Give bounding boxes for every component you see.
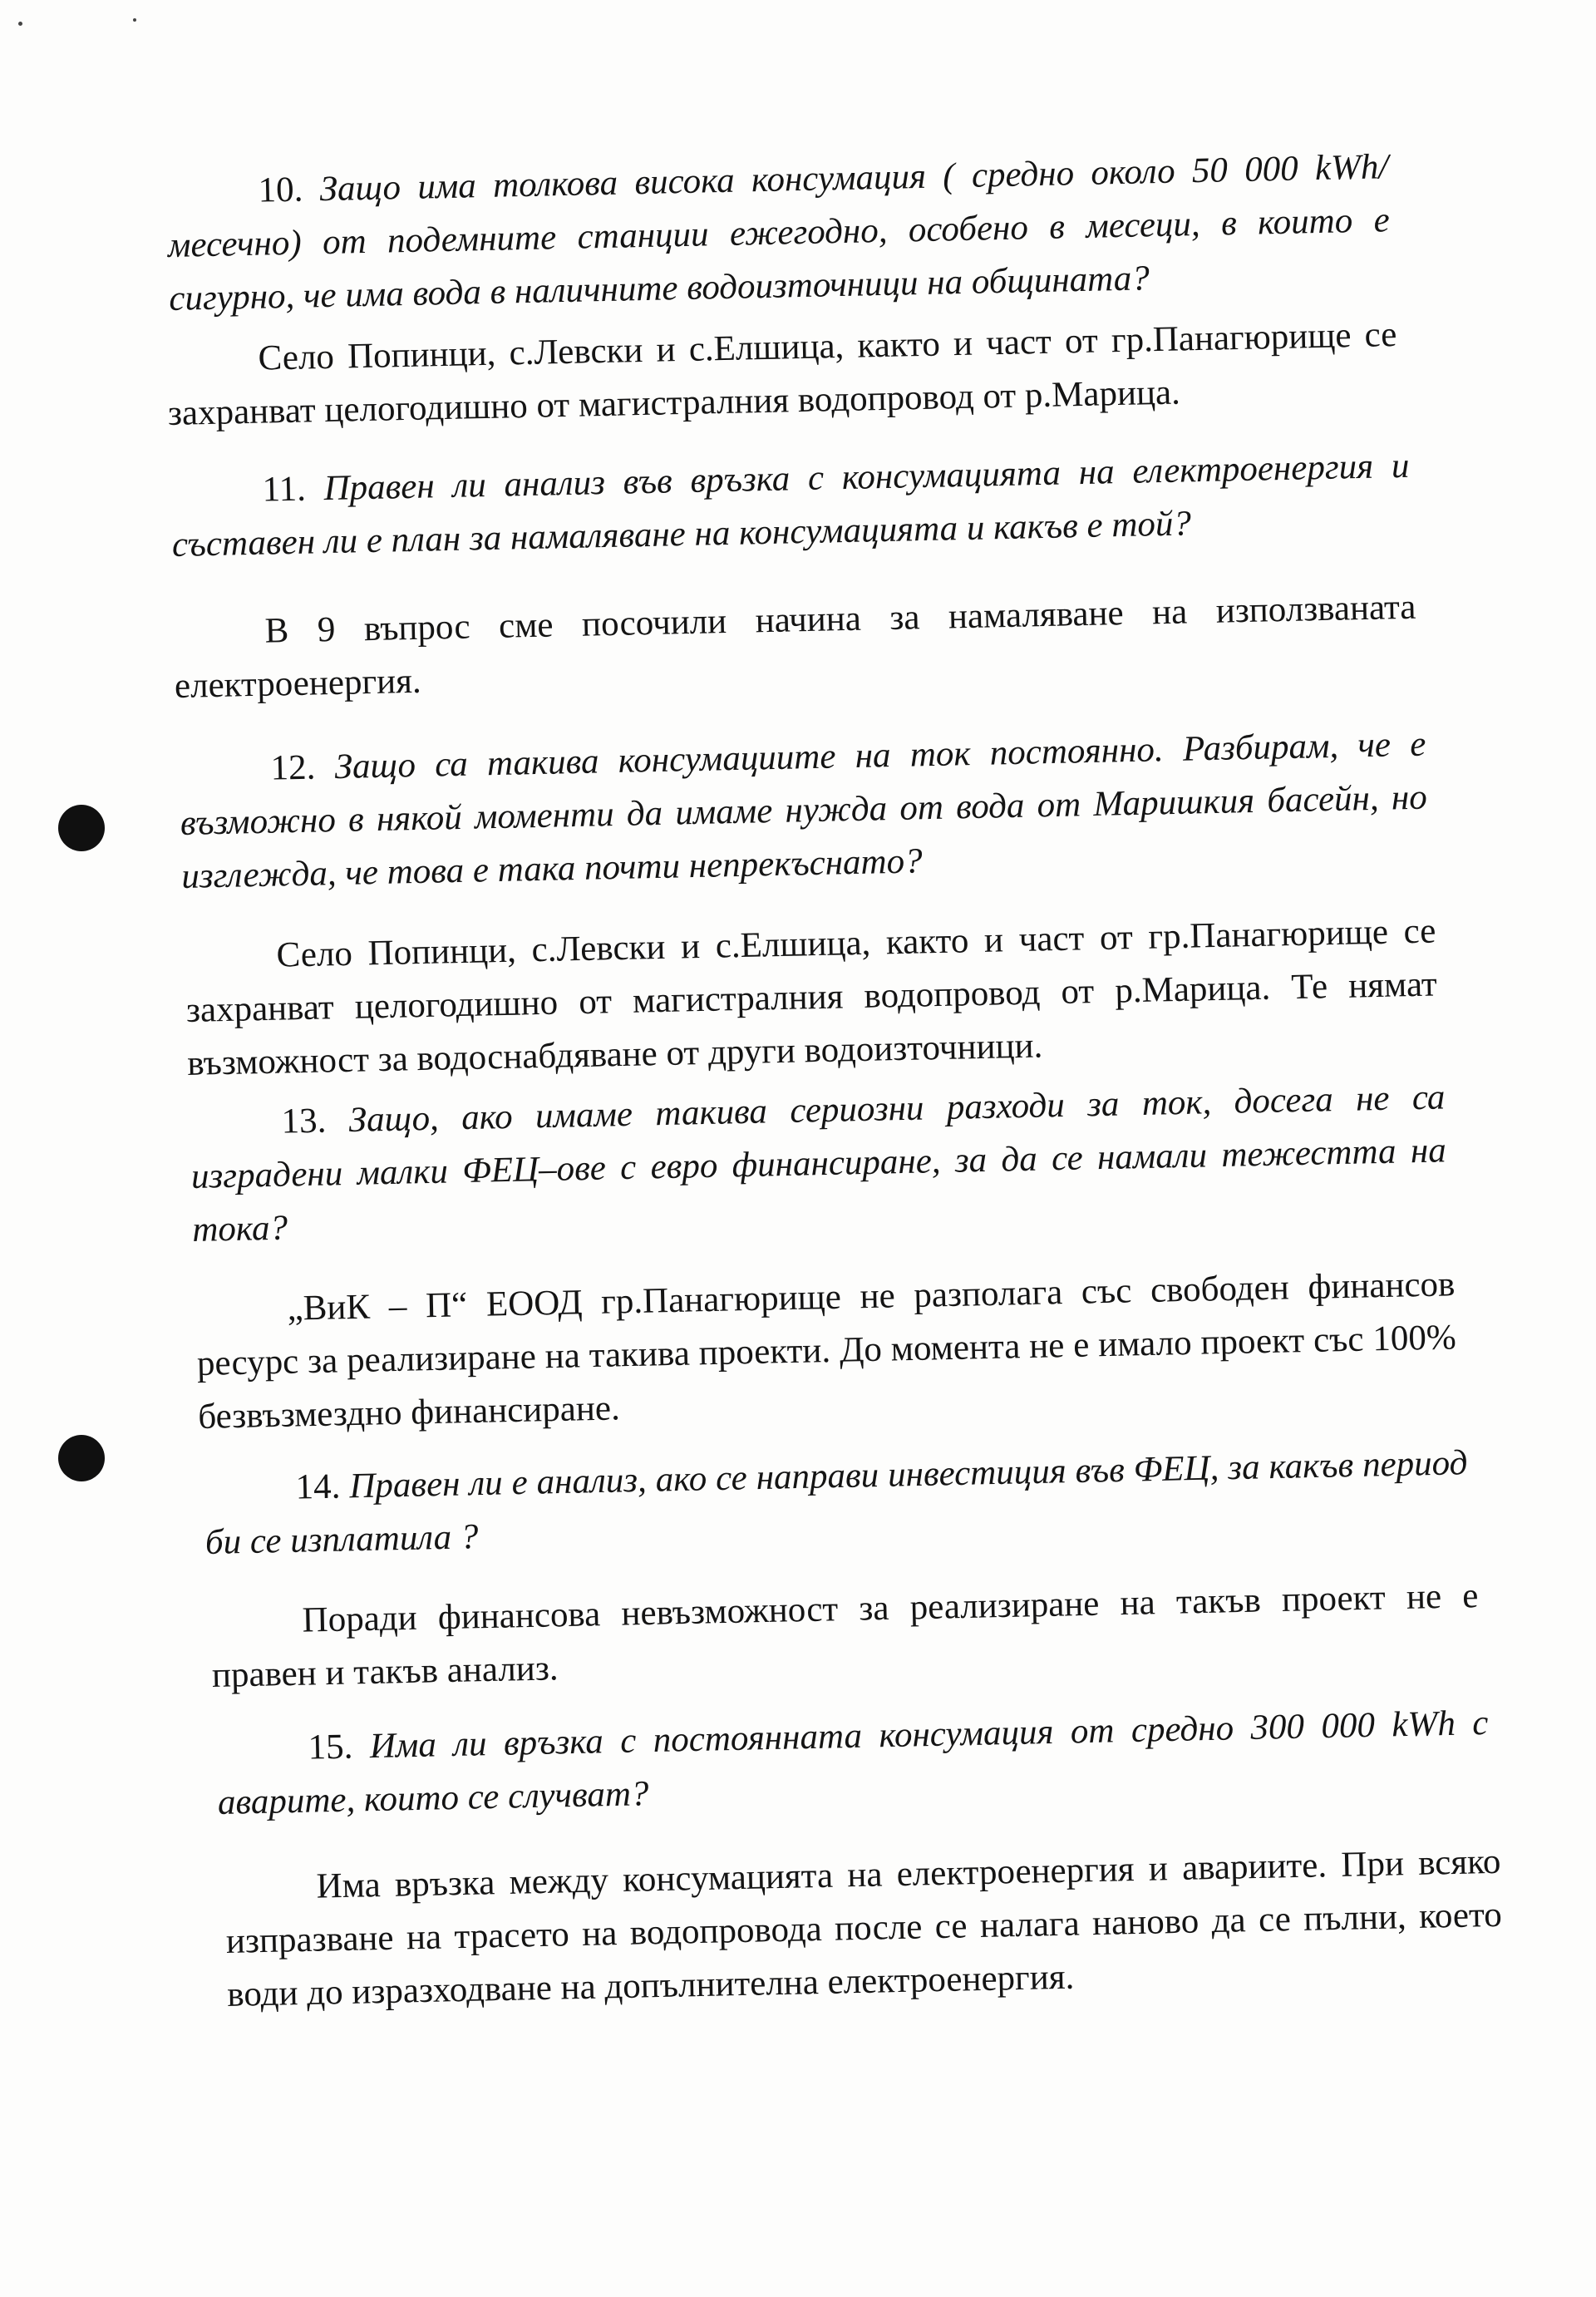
question-10 <box>166 140 1392 326</box>
question-13 <box>190 1071 1448 1257</box>
answer-11 <box>173 581 1417 713</box>
answer-10 <box>166 308 1398 441</box>
question-text: Правен ли е анализ, ако се направи инвестиция във ФЕЦ, за какъв период би се изплатила ? <box>204 1443 1468 1562</box>
question-text: Има ли връзка с постоянната консумация от средно 300 000 kWh с аварите, които се случват? <box>217 1703 1489 1822</box>
question-text: Защо, ако имаме такива сериозни разходи за ток, досега не са изградени малки ФЕЦ–ове с евро финансиране, за да се намали тежестта на тока? <box>190 1077 1447 1250</box>
scan-speck <box>18 22 22 26</box>
question-number: 14. <box>295 1466 341 1507</box>
question-14 <box>204 1437 1469 1570</box>
answer-text: „ВиК – П“ ЕООД гр.Панагюрище не разполага със свободен финансов ресурс за реализиране на такива проекти. До момента не е имало проект със 100% безвъзмездно финансиране. <box>196 1264 1457 1437</box>
answer-15 <box>224 1836 1504 2022</box>
answer-text: Село Попинци, с.Левски и с.Елшица, както и част от гр.Панагюрище се захранват целогодишно от магистралния водопровод от р.Марица. Те нямат възможност за водоснабдяване от други водоизточници. <box>185 911 1438 1083</box>
question-number: 13. <box>281 1101 327 1141</box>
answer-13 <box>195 1258 1458 1444</box>
question-number: 11. <box>262 469 307 510</box>
question-12 <box>179 718 1429 904</box>
answer-14 <box>210 1570 1480 1703</box>
punch-hole <box>58 1435 105 1481</box>
answer-text: В 9 въпрос сме посочили начина за намаляване на използваната електроенергия. <box>174 587 1416 706</box>
question-11 <box>170 440 1411 572</box>
question-text: Правен ли анализ във връзка с консумацията на електроенергия и съставен ли е план за намаляване на консумацията и какъв е той? <box>171 446 1410 564</box>
answer-text: Поради финансова невъзможност за реализиране на такъв проект не е правен и такъв анализ. <box>211 1576 1479 1695</box>
punch-hole <box>58 805 105 851</box>
question-number: 10. <box>258 170 303 210</box>
scan-speck <box>133 18 136 22</box>
question-text: Защо има толкова висока консумация ( средно около 50 000 kWh/месечно) от подемните станции ежегодно, особено в месеци, в които е сигурно, че има вода в наличните водоизточници на общината? <box>167 147 1391 318</box>
answer-text: Село Попинци, с.Левски и с.Елшица, както и част от гр.Панагюрище се захранват целогодишно от магистралния водопровод от р.Марица. <box>167 315 1397 433</box>
answer-12 <box>185 905 1439 1090</box>
question-text: Защо са такива консумациите на ток постоянно. Разбирам, че е възможно в някой моменти да имаме нужда от вода от Маришкия басейн, но изглежда, че това е така почти непрекъснато? <box>180 724 1428 896</box>
question-number: 15. <box>308 1727 353 1767</box>
answer-text: Има връзка между консумацията на електроенергия и авариите. При всяко изпразване на трасето на водопровода после се налага наново да се пълни, което води до изразходване на допълнителна електроенергия. <box>225 1841 1503 2014</box>
question-15 <box>216 1697 1490 1830</box>
question-number: 12. <box>270 747 316 788</box>
